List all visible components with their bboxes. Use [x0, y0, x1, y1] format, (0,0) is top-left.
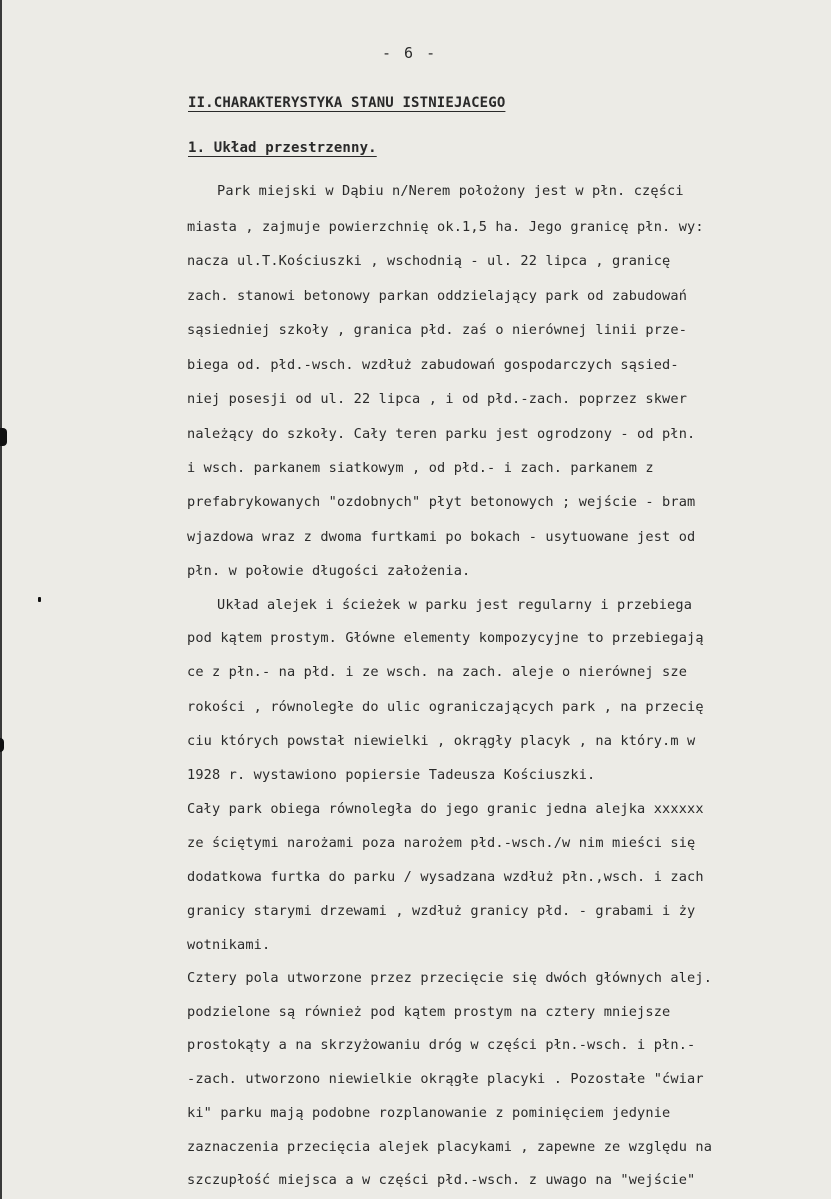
text-line: płn. w połowie długości założenia. — [187, 563, 471, 579]
text-line: Cały park obiega równoległa do jego granic jedna alejka xxxxxx — [187, 801, 704, 817]
text-line: rokości , równoległe do ulic ograniczających park , na przecię — [187, 699, 704, 715]
text-line: pod kątem prostym. Główne elementy kompozycyjne to przebiegają — [187, 630, 704, 646]
text-line: zaznaczenia przecięcia alejek placykami , zapewne ze względu na — [187, 1139, 713, 1155]
text-line: -zach. utworzono niewielkie okrągłe placyki . Pozostałe "ćwiar — [187, 1071, 704, 1087]
text-line: prostokąty a na skrzyżowaniu dróg w części płn.-wsch. i płn.- — [187, 1037, 696, 1053]
text-line: podzielone są również pod kątem prostym na cztery mniejsze — [187, 1004, 671, 1020]
text-line: ki" parku mają podobne rozplanowanie z pominięciem jedynie — [187, 1105, 671, 1121]
ink-speck — [38, 597, 41, 602]
text-line: Cztery pola utworzone przez przecięcie się dwóch głównych alej. — [187, 970, 713, 986]
text-line: 1928 r. wystawiono popiersie Tadeusza Kościuszki. — [187, 767, 596, 783]
text-line: sąsiedniej szkoły , granica płd. zaś o nierównej linii prze- — [187, 322, 688, 338]
text-line: nacza ul.T.Kościuszki , wschodnią - ul. 22 lipca , granicę — [187, 253, 671, 269]
section-heading: II.CHARAKTERYSTYKA STANU ISTNIEJACEGO — [188, 95, 506, 111]
text-line: niej posesji od ul. 22 lipca , i od płd.-zach. poprzez skwer — [187, 391, 688, 407]
punch-hole-mark — [0, 428, 7, 446]
text-line: granicy starymi drzewami , wzdłuż granicy płd. - grabami i ży — [187, 903, 696, 919]
section-subheading: 1. Układ przestrzenny. — [188, 140, 377, 156]
text-line: miasta , zajmuje powierzchnię ok.1,5 ha. Jego granicę płn. wy: — [187, 219, 704, 235]
text-line: Układ alejek i ścieżek w parku jest regularny i przebiega — [217, 597, 693, 613]
text-line: wotnikami. — [187, 937, 271, 953]
text-line: i wsch. parkanem siatkowym , od płd.- i zach. parkanem z — [187, 460, 654, 476]
text-line: biega od. płd.-wsch. wzdłuż zabudowań gospodarczych sąsied- — [187, 357, 679, 373]
text-line: prefabrykowanych "ozdobnych" płyt betonowych ; wejście - bram — [187, 494, 696, 510]
text-line: wjazdowa wraz z dwoma furtkami po bokach - usytuowane jest od — [187, 529, 696, 545]
text-line: zach. stanowi betonowy parkan oddzielający park od zabudowań — [187, 288, 688, 304]
text-line: ce z płn.- na płd. i ze wsch. na zach. aleje o nierównej sze — [187, 664, 688, 680]
text-line: ciu których powstał niewielki , okrągły placyk , na który.m w — [187, 733, 696, 749]
punch-hole-mark — [0, 738, 4, 752]
page-number: - 6 - — [382, 44, 438, 62]
text-line: szczupłość miejsca a w części płd.-wsch. z uwago na "wejście" — [187, 1172, 696, 1188]
text-line: dodatkowa furtka do parku / wysadzana wzdłuż płn.,wsch. i zach — [187, 869, 704, 885]
text-line: ze ściętymi narożami poza narożem płd.-wsch./w nim mieści się — [187, 835, 696, 851]
text-line: należący do szkoły. Cały teren parku jest ogrodzony - od płn. — [187, 426, 696, 442]
text-line: Park miejski w Dąbiu n/Nerem położony jest w płn. części — [217, 183, 684, 199]
